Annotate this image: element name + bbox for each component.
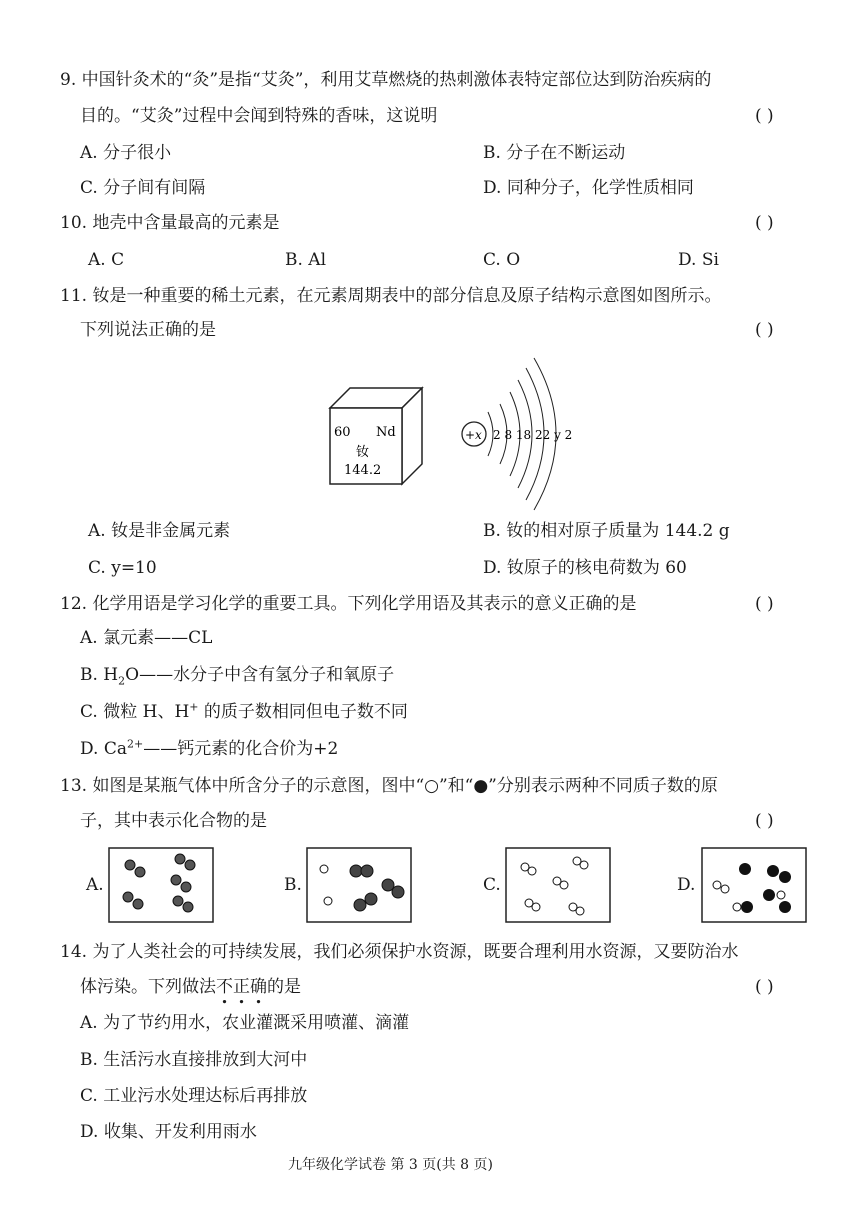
q12-option-b[interactable]: B. $H_2O——$水分子中含有氢分子和氧原子 — [80, 665, 395, 688]
q13-option-a-box[interactable] — [108, 847, 214, 923]
q11-option-d[interactable]: D. 钕原子的核电荷数为 60 — [483, 558, 687, 578]
q13-option-c-box[interactable] — [505, 847, 611, 923]
q12-answer-paren[interactable]: ( ) — [755, 594, 774, 614]
q14-emphasis-char: 不 — [216, 977, 233, 997]
q14-option-d[interactable]: D. 收集、开发利用雨水 — [80, 1122, 257, 1142]
q12-stem: 12. 化学用语是学习化学的重要工具。下列化学用语及其表示的意义正确的是 — [60, 594, 637, 614]
q11-figure — [320, 352, 590, 512]
nucleus-charge: +x — [465, 428, 482, 442]
q9-option-a[interactable]: A. 分子很小 — [80, 143, 172, 163]
q14-stem-line2: 体污染。下列做法不正确的是 — [80, 977, 301, 997]
q13-option-d-box[interactable] — [701, 847, 807, 923]
q10-answer-paren[interactable]: ( ) — [755, 213, 774, 233]
q12-option-d[interactable]: D. $Ca^{2+}——$钙元素的化合价为+2 — [80, 737, 339, 759]
q9-option-c[interactable]: C. 分子间有间隔 — [80, 178, 206, 198]
q10-stem: 10. 地壳中含量最高的元素是 — [60, 213, 280, 233]
q11-stem-line1: 11. 钕是一种重要的稀土元素，在元素周期表中的部分信息及原子结构示意图如图所示。 — [60, 286, 722, 306]
q13-stem-line2: 子，其中表示化合物的是 — [80, 811, 267, 831]
q11-stem-line2: 下列说法正确的是 — [80, 320, 216, 340]
q9-stem-line2: 目的。“艾灸”过程中会闻到特殊的香味，这说明 — [80, 106, 438, 126]
q10-option-b[interactable]: B. Al — [285, 250, 327, 270]
q13-stem-line1: 13. 如图是某瓶气体中所含分子的示意图，图中“○”和“●”分别表示两种不同质子数的原 — [60, 776, 718, 796]
element-atomic-number: 60 — [334, 425, 351, 440]
atom-structure-diagram — [462, 358, 572, 510]
q14-answer-paren[interactable]: ( ) — [755, 977, 774, 997]
q9-answer-paren[interactable]: ( ) — [755, 106, 774, 126]
element-name: 钕 — [356, 445, 370, 460]
q12-option-c[interactable]: C. 微粒 H、H+ 的质子数相同但电子数不同 — [80, 700, 408, 722]
element-cell-cube — [330, 388, 422, 484]
q9-option-d[interactable]: D. 同种分子，化学性质相同 — [483, 178, 694, 198]
q10-option-d[interactable]: D. Si — [678, 250, 719, 270]
q11-option-b[interactable]: B. 钕的相对原子质量为 144.2 g — [483, 521, 730, 541]
element-mass: 144.2 — [344, 463, 382, 478]
q13-answer-paren[interactable]: ( ) — [755, 811, 774, 831]
q14-option-c[interactable]: C. 工业污水处理达标后再排放 — [80, 1086, 308, 1106]
q13-option-b-label[interactable]: B. — [284, 875, 302, 895]
q11-option-a[interactable]: A. 钕是非金属元素 — [88, 521, 231, 541]
q13-option-b-box[interactable] — [306, 847, 412, 923]
q9-option-b[interactable]: B. 分子在不断运动 — [483, 143, 626, 163]
page-footer: 九年级化学试卷 第 3 页(共 8 页) — [288, 1157, 493, 1173]
q13-option-c-label[interactable]: C. — [483, 875, 501, 895]
q10-option-c[interactable]: C. O — [483, 250, 521, 270]
q13-option-d-label[interactable]: D. — [677, 875, 696, 895]
q13-option-a-label[interactable]: A. — [86, 875, 104, 895]
q11-option-c[interactable]: C. y=10 — [88, 558, 157, 578]
q11-answer-paren[interactable]: ( ) — [755, 320, 774, 340]
q14-stem-line1: 14. 为了人类社会的可持续发展，我们必须保护水资源，既要合理利用水资源，又要防治水 — [60, 942, 739, 962]
electron-config: 2 8 18 22 y 2 — [493, 428, 573, 442]
q9-stem-line1: 9. 中国针灸术的“灸”是指“艾灸”，利用艾草燃烧的热刺激体表特定部位达到防治疾病的 — [60, 70, 712, 90]
q14-option-b[interactable]: B. 生活污水直接排放到大河中 — [80, 1050, 308, 1070]
q12-option-a[interactable]: A. 氯元素——CL — [80, 628, 213, 648]
element-symbol: Nd — [376, 425, 396, 440]
q14-option-a[interactable]: A. 为了节约用水，农业灌溉采用喷灌、滴灌 — [80, 1013, 410, 1033]
q14-emphasis-char: 确 — [250, 977, 267, 997]
q14-emphasis-char: 正 — [233, 977, 250, 997]
q10-option-a[interactable]: A. C — [88, 250, 125, 270]
